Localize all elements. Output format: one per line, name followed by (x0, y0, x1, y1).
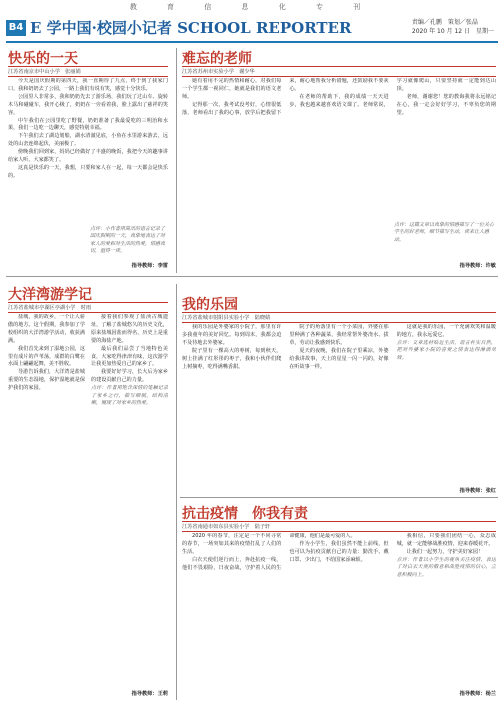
paragraph: 作为小学生，我们虽然不能上前线，但也可以为抗疫贡献自己的力量：勤洗手、戴口罩、少出门，不给国家添麻烦。 (289, 540, 389, 563)
paragraph: 她有着用不完的热情和耐心，对我们每一个学生都一视同仁，她就是我们的语文老师。 (182, 78, 282, 100)
editor-comment-ocean-bay: 点评：作者用饱含深情的笔触记录了家乡之行，描写细腻，结构清晰，展现了对家乡的热爱。 (91, 385, 168, 406)
section-divider (180, 497, 498, 498)
paragraph: 最后我们品尝了当地特色美食，大家吃得津津有味，这次游学让我更加热爱自己的家乡了。 (91, 345, 168, 368)
paragraph: 盐城，我的故乡，一个让人骄傲的地方。这个假期，我参加了学校组织的大洋湾游学活动，收获满满。 (8, 314, 85, 344)
paragraph: 导游告诉我们，大洋湾是盐城重要的生态湿地，保护湿地就是保护我们的家园。 (8, 369, 85, 392)
teacher-sign-paradise: 指导教师：张红 (459, 488, 496, 494)
paragraph: 这真是快乐的一天，我想，只要和家人在一起，每一天都会是快乐的。 (8, 164, 168, 179)
editor-credit: 责编／孔鹏 策划／张晶 (411, 19, 478, 26)
paragraph: 我要好好学习，长大后为家乡的建设贡献自己的力量。 (91, 369, 168, 384)
page-slogan: 教 育 信 息 化 专 刊 (129, 3, 375, 11)
paragraph: 白衣天使们逆行而上，奔赴抗疫一线，他们不畏艰险，日夜奋战，守护着人民的生命健康，他们是最可爱的人。 (182, 533, 356, 571)
editor-comment-paradise: 点评：文章选材贴近生活，语言朴实自然，把对外婆家小院的喜爱之情表达得淋漓尽致。 (396, 339, 496, 361)
paragraph: 傍晚我们回到家，妈妈已经做好了丰盛的晚饭，我把今天的趣事讲给家人听，大家都笑了。 (8, 149, 168, 164)
byline-ocean-bay: 江苏省盐城市亭湖区亭湖小学 时雨 (8, 302, 168, 313)
teacher-sign-happy-day: 指导教师：李雷 (131, 263, 168, 269)
article-body-ocean-bay (8, 314, 168, 684)
paragraph: 2020 年的春节，注定是一个不同寻常的春节，一场突如其来的疫情打乱了人们的生活。 (182, 533, 282, 555)
paragraph: 记得那一次，我考试没考好，心情很低落，老师看出了我的心事，放学后把我留下来，耐心地帮我分析错题，还鼓励我不要灰心。 (182, 78, 389, 116)
column-divider (176, 48, 177, 273)
paragraph: 公园里人非常多，我和奶奶先去了游乐场，我们玩了过山车、旋转木马和碰碰车，我开心极了，奶奶在一旁看着我，脸上露出了慈祥的笑容。 (8, 93, 168, 116)
article-title-happy-day: 快乐的一天 (8, 51, 78, 67)
paragraph: 院子里有一棵高大的枣树，每到秋天，树上挂满了红彤彤的枣子，我和小伙伴们爬上树摘枣，吃得满嘴香甜。 (182, 347, 282, 370)
editor-comment-fight-epidemic: 点评：作者以小学生的视角关注疫情，表达了对白衣天使的敬意和战胜疫情的信心，立意积极向上。 (396, 556, 496, 578)
masthead-info (412, 18, 494, 36)
paragraph: 我的乐园是外婆家的小院子，那里有许多我童年的美好回忆。每到周末，我都会迫不及待地去外婆家。 (182, 324, 282, 346)
article-title-teacher: 难忘的老师 (182, 51, 252, 67)
paragraph: 在老师的帮助下，我的成绩一天天进步，我也越来越喜欢语文课了。老师常说，学习就像爬山，只要坚持就一定能到达山顶。 (289, 78, 496, 108)
byline-paradise: 江苏省盐城市射阳县实验小学 陆晓婧 (182, 312, 496, 323)
article-body-fight-epidemic (182, 533, 496, 685)
paragraph: 今天是国庆假期的第四天，我一直期待了九点，终于到了我家门口，我和奶奶去了公园，一路上我们有说有笑，感觉十分快乐。 (8, 78, 168, 92)
article-title-paradise: 我的乐园 (182, 297, 238, 313)
teacher-sign-teacher: 指导教师：许敏 (459, 263, 496, 269)
article-title-fight-epidemic: 抗击疫情 你我有责 (182, 506, 308, 522)
paragraph: 老师，谢谢您！您的教诲我将永远铭记在心，我一定会好好学习，不辜负您的期望。 (396, 93, 496, 116)
paragraph: 中午我们在公园里吃了野餐，奶奶准备了我最爱吃的三明治和水果，我们一边吃一边聊天，感觉特别幸福。 (8, 117, 168, 132)
masthead-rule (6, 41, 498, 43)
paragraph: 这就是我的乐园，一个充满欢笑和温暖的地方，我永远爱它。 (396, 324, 496, 338)
paragraph: 我相信，只要我们团结一心，众志成城，就一定能够战胜疫情，迎来春暖花开。 (396, 533, 496, 547)
editor-comment-happy-day: 点评：小作者用简洁的语言记录了国庆假期的一天，真挚地表达了对家人的爱和对生活的热爱，情感真切，值得一读。 (90, 226, 166, 255)
teacher-sign-fight-epidemic: 指导教师：杨兰 (459, 691, 496, 697)
issue-date: 2020 年 10 月 12 日 星期一 (411, 28, 494, 35)
masthead (6, 18, 498, 40)
byline-teacher: 江苏省苏州市实验小学 谢少华 (182, 66, 496, 77)
section-divider (6, 276, 498, 277)
paragraph: 夏天的夜晚，我们在院子里乘凉，外婆给我讲故事，天上的星星一闪一闪的，好像在听故事一样。 (289, 347, 389, 370)
byline-happy-day: 江苏省南京市中山小学 张丽娟 (8, 66, 168, 77)
paragraph: 院子的角落里有一个小菜园，外婆在那里种满了各种蔬菜，我经常帮外婆浇水、拔草，劳动让我感到快乐。 (289, 324, 389, 346)
article-title-ocean-bay: 大洋湾游学记 (8, 287, 92, 303)
paragraph: 下午我们去了湖边划船，湖水清澈见底，小鱼在水里游来游去，远处的山峦连绵起伏，美丽极了。 (8, 133, 168, 148)
article-body-paradise (182, 324, 496, 484)
article-body-teacher (182, 78, 496, 218)
paragraph: 让我们一起努力，守护美好家园！ (406, 548, 484, 555)
byline-fight-epidemic: 江苏省南通市如东县实验小学 陆子轩 (182, 521, 496, 532)
paper-name: E 学中国·校园小记者 SCHOOL REPORTER (30, 19, 352, 37)
paragraph: 接着我们参观了盐渎古城遗址，了解了盐城悠久的历史文化，原来盐城因盐而得名，历史上是重要的海盐产地。 (91, 314, 168, 344)
page-number: B4 (6, 20, 26, 36)
paragraph: 我们首先来到了湿地公园，这里有成片的芦苇荡，成群的白鹭在水面上翩翩起舞，美不胜收。 (8, 345, 85, 368)
column-divider (176, 284, 177, 700)
editor-comment-teacher: 点评：这篇文章以真挚的情感描写了一位关心学生的好老师，细节描写生动，读来让人感动。 (394, 222, 495, 243)
teacher-sign-ocean-bay: 指导教师：王莉 (131, 691, 168, 697)
